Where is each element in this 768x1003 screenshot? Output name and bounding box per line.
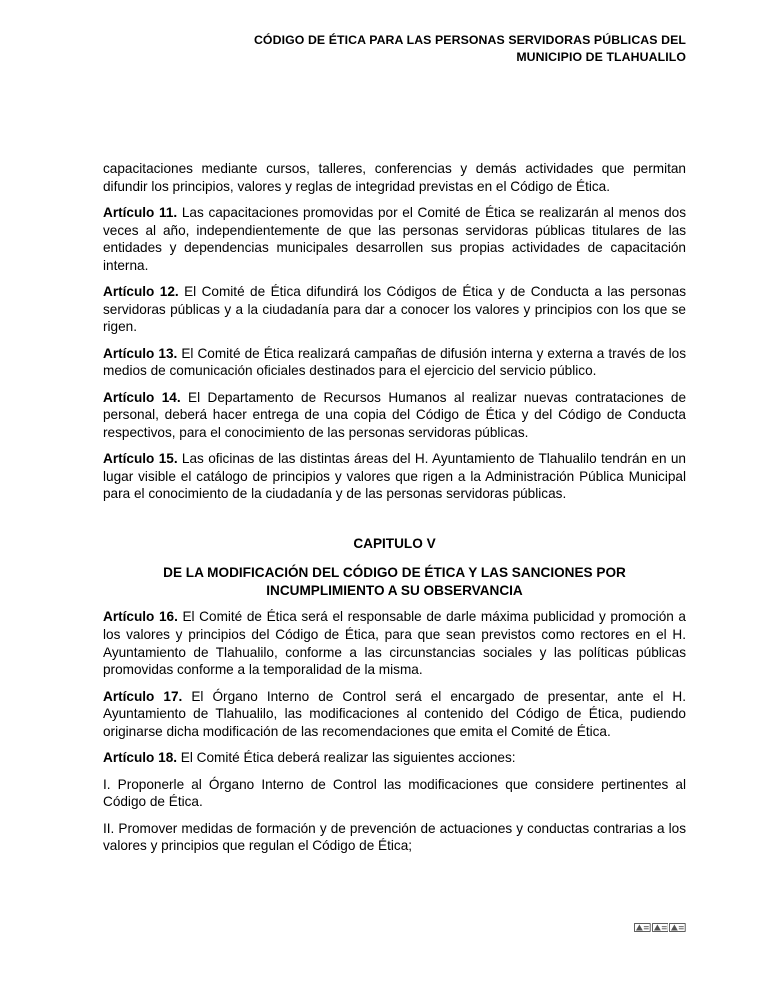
- paragraph-text: El Órgano Interno de Control será el encargado de presentar, ante el H. Ayuntamiento de Tlahualilo, las modificaciones al contenido del Código de Ética, pudiendo originarse dicha modificación de las recomendaciones que emita el Comité de Ética.: [103, 688, 687, 739]
- list-item: [103, 820, 686, 855]
- article-16: [103, 608, 686, 678]
- paragraph-text: Las capacitaciones promovidas por el Comité de Ética se realizarán al menos dos veces al año, independientemente de que las personas servidoras públicas titulares de las entidades y dependencias municipales desarrollen sus propias actividades de capacitación interna.: [103, 204, 687, 273]
- paragraph-text: capacitaciones mediante cursos, talleres, conferencias y demás actividades que permitan difundir los principios, valores y reglas de integridad previstas en el Código de Ética.: [103, 161, 686, 194]
- paragraph-text: El Comité de Ética realizará campañas de difusión interna y externa a través de los medios de comunicación oficiales destinados para el ejercicio del servicio público.: [103, 345, 686, 379]
- paragraph-text: El Comité de Ética difundirá los Códigos de Ética y de Conducta a las personas servidoras públicas y a la ciudadanía para dar a conocer los valores y principios con los que se rigen.: [103, 284, 687, 335]
- chapter-title-line1: DE LA MODIFICACIÓN DEL CÓDIGO DE ÉTICA Y LAS SANCIONES POR: [163, 565, 626, 581]
- article-11: [103, 204, 686, 274]
- document-header: [254, 32, 686, 66]
- article-lead: Artículo 12.: [103, 284, 179, 300]
- footer-logo-icon: [634, 923, 686, 932]
- list-item: [103, 776, 686, 811]
- article-15: [103, 450, 686, 503]
- document-body: [103, 160, 686, 864]
- article-14: [103, 389, 686, 442]
- paragraph-text: El Departamento de Recursos Humanos al realizar nuevas contrataciones de personal, deberá hacer entrega de una copia del Código de Ética y del Código de Conducta respectivos, para el conocimiento de las personas servidoras públicas.: [103, 389, 687, 440]
- article-lead: Artículo 16.: [103, 609, 178, 625]
- paragraph: [103, 160, 686, 195]
- logo-segment-icon: [669, 923, 686, 932]
- paragraph-text: El Comité de Ética será el responsable de darle máxima publicidad y promoción a los valores y principios del Código de Ética, para que sean previstos como rectores en el H. Ayuntamiento de Tlahualilo, conforme a las circunstancias sociales y las políticas públicas promovidas conforme a la temporalidad de la misma.: [103, 609, 686, 678]
- paragraph-text: El Comité Ética deberá realizar las siguientes acciones:: [177, 750, 516, 766]
- paragraph-text: I. Proponerle al Órgano Interno de Control las modificaciones que considere pertinentes al Código de Ética.: [103, 776, 686, 810]
- chapter-title-line2: INCUMPLIMIENTO A SU OBSERVANCIA: [266, 583, 523, 599]
- paragraph-text: II. Promover medidas de formación y de prevención de actuaciones y conductas contrarias a los valores y principios que regulan el Código de Ética;: [103, 820, 686, 854]
- article-lead: Artículo 17.: [103, 688, 183, 704]
- article-12: [103, 283, 686, 336]
- header-title-line2: MUNICIPIO DE TLAHUALILO: [516, 50, 686, 64]
- article-18: [103, 749, 686, 767]
- article-lead: Artículo 14.: [103, 389, 181, 405]
- article-lead: Artículo 18.: [103, 750, 178, 766]
- chapter-number: CAPITULO V: [353, 535, 436, 551]
- article-lead: Artículo 13.: [103, 345, 178, 361]
- article-lead: Artículo 15.: [103, 451, 178, 467]
- chapter-title: [103, 564, 686, 599]
- logo-segment-icon: [634, 923, 651, 932]
- article-17: [103, 688, 686, 741]
- header-title-line1: CÓDIGO DE ÉTICA PARA LAS PERSONAS SERVIDORAS PÚBLICAS DEL: [253, 33, 686, 47]
- article-lead: Artículo 11.: [103, 204, 178, 220]
- paragraph-text: Las oficinas de las distintas áreas del H. Ayuntamiento de Tlahualilo tendrán en un lugar visible el catálogo de principios y valores que rigen a la Administración Pública Municipal para el conocimiento de la ciudadanía y de las personas servidoras públicas.: [103, 451, 686, 502]
- logo-segment-icon: [652, 923, 669, 932]
- article-13: [103, 345, 686, 380]
